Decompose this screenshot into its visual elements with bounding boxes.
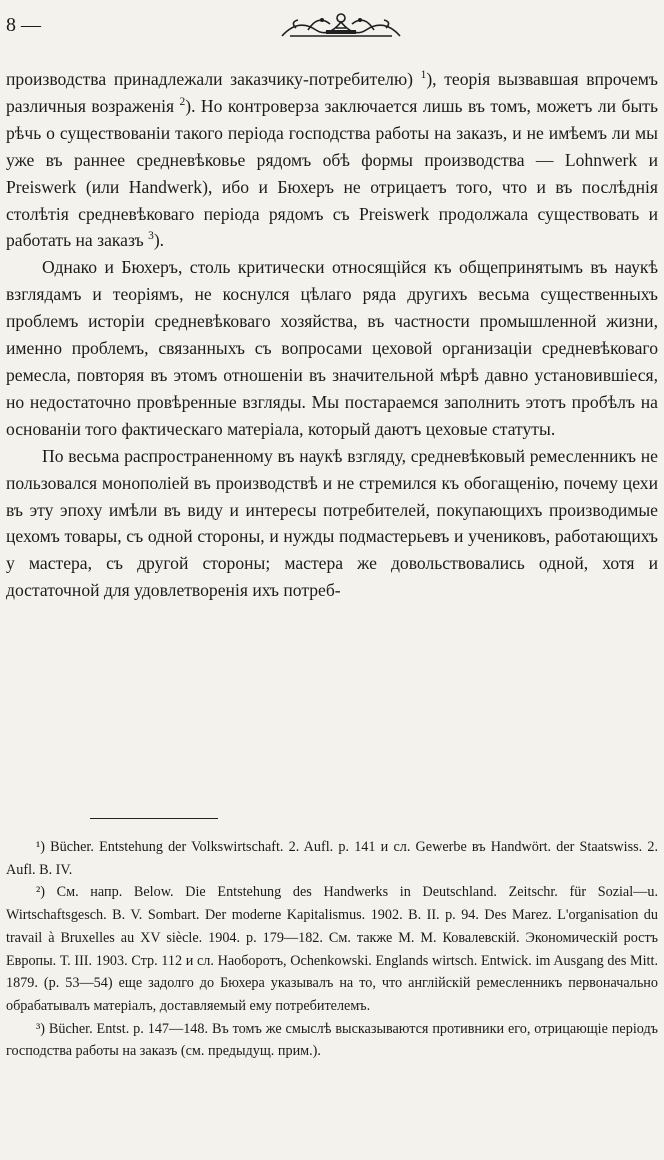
- page-header: [6, 10, 658, 44]
- footnote-ref-3: 3: [148, 230, 154, 243]
- footnote-divider: [90, 818, 218, 819]
- main-text: [6, 66, 658, 604]
- paragraph-1: производства принадлежали заказчику-потребителю) $^1$), теорія вызвавшая впрочемъ различныя возраженія $^2$). Но контроверза заключается лишь въ томъ, можетъ ли быть рѣчь о существованіи такого періода господства работы на заказъ, и не имѣемъ ли мы уже въ раннее средневѣковье рядомъ обѣ формы производства — Lohnwerk и Preiswerk (или Handwerk), ибо и Бюхеръ не отрицаетъ того, что и въ послѣднія столѣтія средневѣковаго періода рядомъ съ Preiswerk продолжала существовать и работать на заказъ $^3$).: [6, 69, 658, 251]
- footnote-ref-1: 1: [420, 69, 427, 82]
- footnotes: [6, 836, 658, 1063]
- footnote-ref-2: 2: [179, 96, 186, 109]
- headpiece-ornament-icon: [278, 10, 404, 40]
- footnote-3: ³) Bücher. Entst. p. 147—148. Въ томъ же смыслѣ высказываются противники его, отрицающіе періодъ господства работы на заказъ (см. предыдущ. прим.).: [6, 1020, 658, 1060]
- paragraph-3: По весьма распространенному въ наукѣ взгляду, средневѣковый ремесленникъ не пользовался монополіей въ производствѣ и не стремился къ обогащенію, почему цехи въ эту эпоху имѣли въ виду и интересы потребителей, покупающихъ производимые цехомъ товары, съ одной стороны, и нужды подмастерьевъ и учениковъ, работающихъ у мастера, съ другой стороны; мастера же довольствовались одной, хотя и достаточной для удовлетворенія ихъ потреб-: [6, 445, 658, 601]
- footnote-2: ²) См. напр. Below. Die Entstehung des Handwerks in Deutschland. Zeitschr. für Sozial—u. Wirtschaftsgesch. B. V. Sombart. Der moderne Kapitalismus. 1902. B. II. p. 94. Des Marez. L'organisation du travail à Bruxelles au XV siècle. 1904. p. 179—182. См. также М. М. Ковалевскій. Экономическій ростъ Европы. Т. III. 1903. Стр. 112 и сл. Наоборотъ, Ochenkowski. Englands wirtsch. Entwick. im Ausgang des Mitt. 1879. (p. 53—54) еще задолго до Бюхера указывалъ на то, что англійскій ремесленникъ первоначально обрабатывалъ матеріалъ, доставляемый ему потребителемъ.: [6, 884, 659, 1014]
- page-number: 8 —: [6, 14, 41, 36]
- paragraph-2: Однако и Бюхеръ, столь критически относящійся къ общепринятымъ въ наукѣ взглядамъ и теоріямъ, не коснулся цѣлаго ряда другихъ весьма существенныхъ проблемъ исторіи средневѣковаго хозяйства, въ частности промышленной жизни, именно проблемъ, связанныхъ съ вопросами цеховой организаціи средневѣковаго ремесла, повторяя въ этомъ отношеніи въ значительной мѣрѣ давно установившіеся, но недостаточно провѣренные взгляды. Мы постараемся заполнить этотъ пробѣлъ на основаніи того фактическаго матеріала, который даютъ цеховые статуты.: [6, 257, 658, 439]
- footnote-1: ¹) Bücher. Entstehung der Volkswirtschaft. 2. Aufl. p. 141 и сл. Gewerbe въ Handwört. der Staatswiss. 2. Aufl. B. IV.: [6, 839, 658, 878]
